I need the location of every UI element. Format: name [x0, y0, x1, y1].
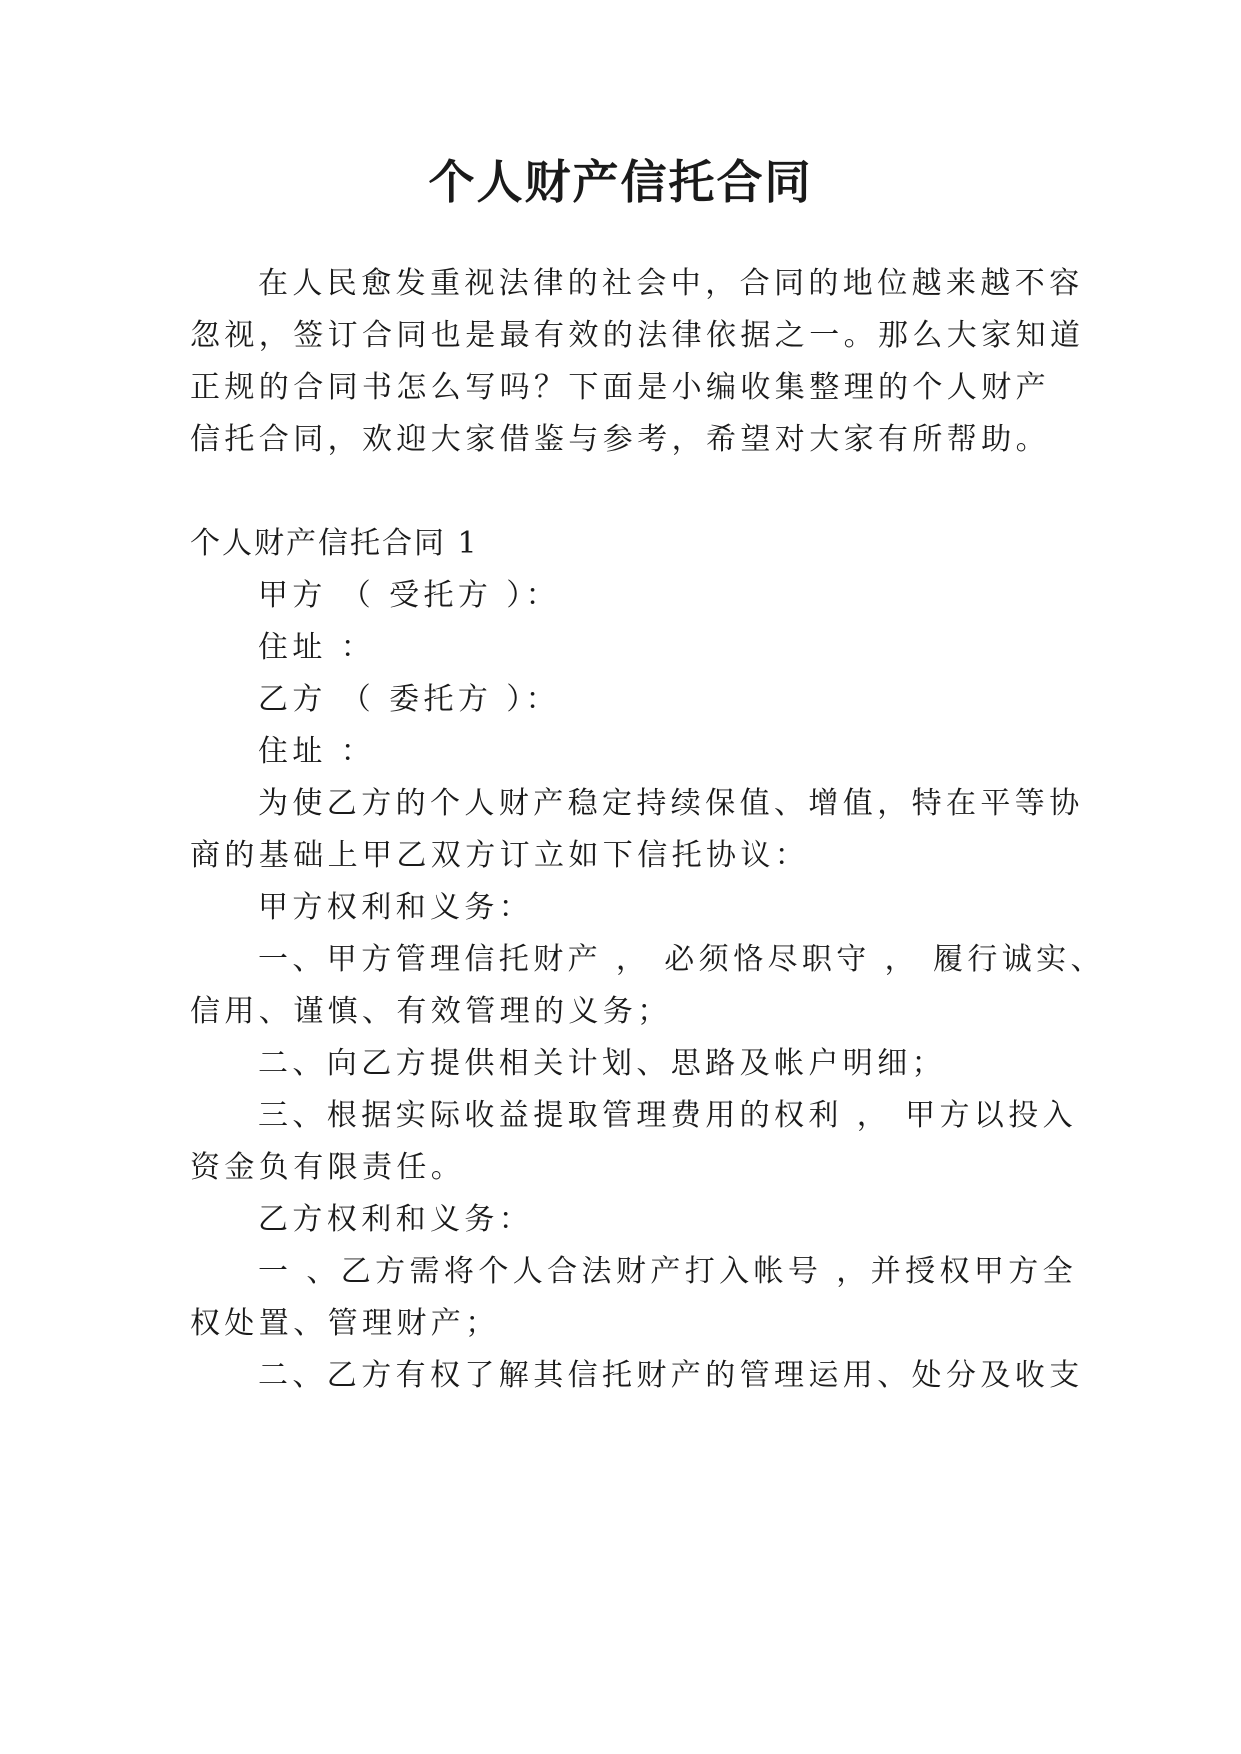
party-b-address: 住址 ： — [258, 734, 376, 769]
clause-line: 一、甲方管理信托财产 ， 必须恪尽职守 ， 履行诚实、 — [258, 942, 1105, 977]
clause-line: 信用、谨慎、有效管理的义务； — [190, 994, 672, 1029]
clause-line: 三、根据实际收益提取管理费用的权利 ， 甲方以投入 — [258, 1098, 1078, 1133]
intro-line: 正规的合同书怎么写吗？下面是小编收集整理的个人财产 — [190, 370, 1050, 405]
party-a-rights-heading: 甲方权利和义务： — [258, 890, 534, 925]
document-title: 个人财产信托合同 — [428, 155, 813, 209]
clause-line: 资金负有限责任。 — [190, 1150, 466, 1185]
section-heading: 个人财产信托合同 1 — [190, 526, 479, 561]
party-b-rights-heading: 乙方权利和义务： — [258, 1202, 534, 1237]
body-line: 商的基础上甲乙双方订立如下信托协议： — [190, 838, 810, 873]
party-b-label: 乙方 （ 委托方 ）： — [258, 682, 561, 717]
clause-line: 二、乙方有权了解其信托财产的管理运用、处分及收支 — [258, 1358, 1084, 1393]
intro-line: 信托合同，欢迎大家借鉴与参考，希望对大家有所帮助。 — [190, 422, 1050, 457]
clause-line: 权处置、管理财产； — [190, 1306, 500, 1341]
clause-line: 二、向乙方提供相关计划、思路及帐户明细； — [258, 1046, 946, 1081]
intro-line: 忽视，签订合同也是最有效的法律依据之一。那么大家知道 — [190, 318, 1085, 353]
party-a-address: 住址 ： — [258, 630, 376, 665]
party-a-label: 甲方 （ 受托方 ）： — [258, 578, 561, 613]
intro-line: 在人民愈发重视法律的社会中，合同的地位越来越不容 — [258, 266, 1084, 301]
body-line: 为使乙方的个人财产稳定持续保值、增值，特在平等协 — [258, 786, 1084, 821]
clause-line: 一 、乙方需将个人合法财产打入帐号 ，并授权甲方全 — [258, 1254, 1078, 1289]
